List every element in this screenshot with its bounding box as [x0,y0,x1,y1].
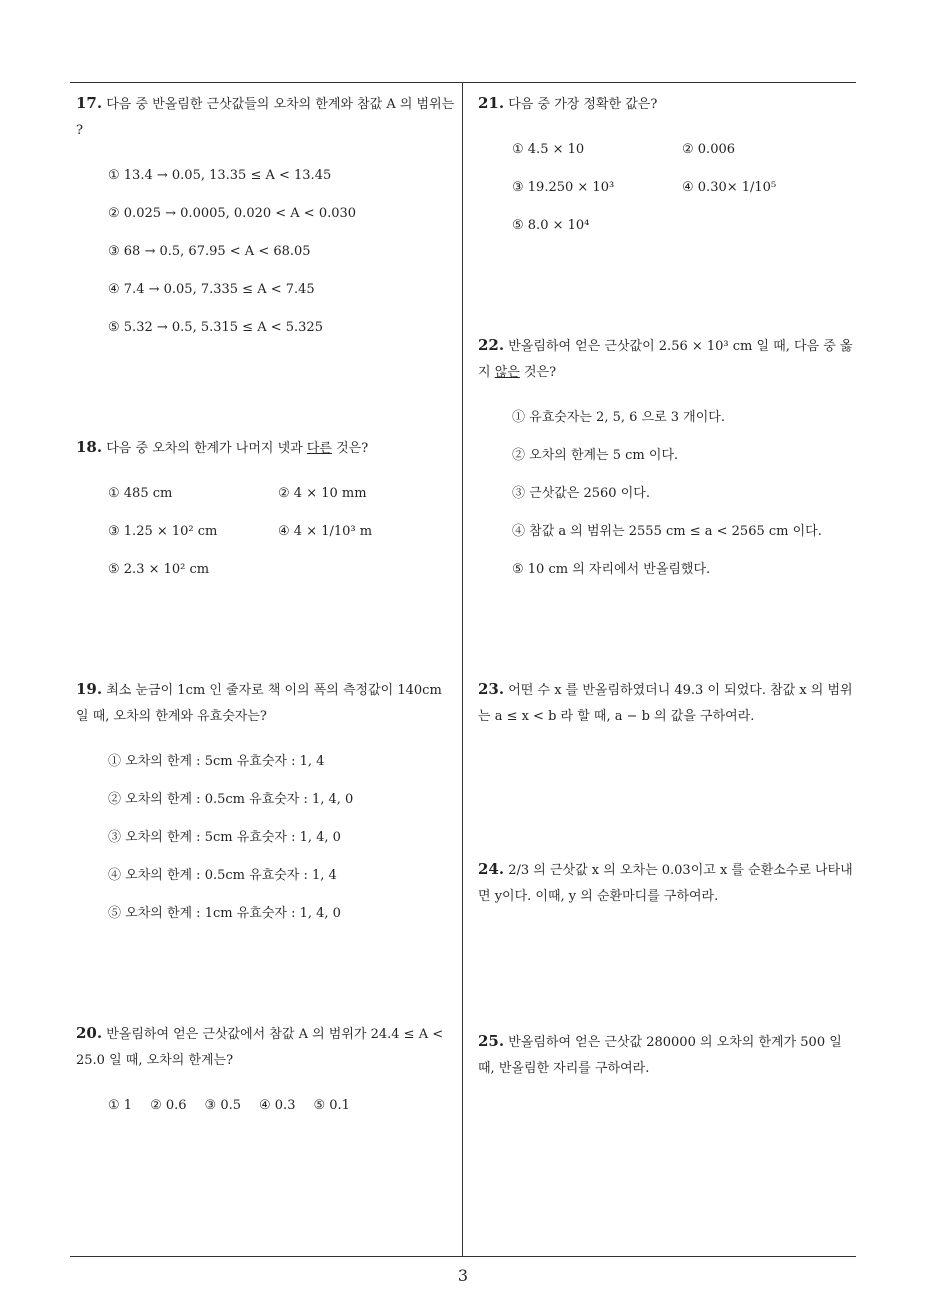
page-number: 3 [457,1266,469,1285]
option-4[interactable]: ④ 0.30× 1/10⁵ [682,180,777,195]
option-2[interactable]: ② 0.025 → 0.0005, 0.020 < A < 0.030 [108,206,357,221]
option-3[interactable]: ③ 19.250 × 10³ [512,180,615,195]
option-1[interactable]: ① 유효숫자는 2, 5, 6 으로 3 개이다. [512,410,725,425]
option-5[interactable]: ⑤ 5.32 → 0.5, 5.315 ≤ A < 5.325 [108,320,323,335]
option-5[interactable]: ⑤ 8.0 × 10⁴ [512,218,590,233]
option-2[interactable]: ② 4 × 10 mm [278,486,367,501]
option-3[interactable]: ③ 1.25 × 10² cm [108,524,218,539]
option-4[interactable]: ④ 7.4 → 0.05, 7.335 ≤ A < 7.45 [108,282,315,297]
option-1[interactable]: ① 4.5 × 10 [512,142,585,157]
option-5[interactable]: ⑤ 2.3 × 10² cm [108,562,210,577]
option-5[interactable]: ⑤ 10 cm 의 자리에서 반올림했다. [512,562,711,577]
question-stem-pre: 다음 중 오차의 한계가 나머지 넷과 [106,441,307,456]
option-5[interactable]: ⑤ 0.1 [313,1098,350,1113]
question-18 [76,434,458,598]
question-stem: 다음 중 반올림한 근삿값들의 오차의 한계와 참값 A 의 범위는 ? [76,97,455,138]
option-2[interactable]: ② 오차의 한계는 5 cm 이다. [512,448,679,463]
option-1[interactable]: ① 485 cm [108,486,173,501]
question-22 [478,332,858,598]
option-4[interactable]: ④ 오차의 한계 : 0.5cm 유효숫자 : 1, 4 [108,868,337,883]
option-1[interactable]: ① 13.4 → 0.05, 13.35 ≤ A < 13.45 [108,168,332,183]
question-24 [478,856,858,910]
option-4[interactable]: ④ 0.3 [259,1098,296,1113]
question-21 [478,90,858,254]
question-stem: 반올림하여 얻은 근삿값 280000 의 오차의 한계가 500 일 때, 반올림한 자리를 구하여라. [478,1035,842,1076]
question-20 [76,1020,458,1134]
question-stem-underlined: 않은 [494,365,520,380]
question-stem: 다음 중 가장 정확한 값은? [508,97,658,112]
question-number: 25. [478,1032,505,1050]
option-1[interactable]: ① 1 [108,1098,133,1113]
option-2[interactable]: ② 오차의 한계 : 0.5cm 유효숫자 : 1, 4, 0 [108,792,354,807]
question-number: 20. [76,1024,103,1042]
question-number: 18. [76,438,103,456]
option-2[interactable]: ② 0.006 [682,142,736,157]
question-19 [76,676,458,942]
option-3[interactable]: ③ 근삿값은 2560 이다. [512,486,650,501]
option-3[interactable]: ③ 오차의 한계 : 5cm 유효숫자 : 1, 4, 0 [108,830,341,845]
bottom-rule [70,1256,856,1257]
question-23 [478,676,858,730]
option-1[interactable]: ① 오차의 한계 : 5cm 유효숫자 : 1, 4 [108,754,325,769]
question-number: 23. [478,680,505,698]
question-17 [76,90,458,356]
option-3[interactable]: ③ 68 → 0.5, 67.95 < A < 68.05 [108,244,311,259]
option-4[interactable]: ④ 참값 a 의 범위는 2555 cm ≤ a < 2565 cm 이다. [512,524,822,539]
question-number: 19. [76,680,103,698]
question-stem: 2/3 의 근삿값 x 의 오차는 0.03이고 x 를 순환소수로 나타내면 y이다. 이때, y 의 순환마디를 구하여라. [478,863,853,904]
question-stem-pre: 반올림하여 얻은 근삿값이 2.56 × 10³ cm 일 때, 다음 중 옳지 [478,339,853,380]
question-stem: 어떤 수 x 를 반올림하였더니 49.3 이 되었다. 참값 x 의 범위는 a ≤ x < b 라 할 때, a − b 의 값을 구하여라. [478,683,853,724]
question-number: 21. [478,94,505,112]
option-4[interactable]: ④ 4 × 1/10³ m [278,524,373,539]
question-stem-post: 것은? [331,441,369,456]
column-divider [462,82,463,1256]
option-3[interactable]: ③ 0.5 [204,1098,241,1113]
question-number: 24. [478,860,505,878]
option-5[interactable]: ⑤ 오차의 한계 : 1cm 유효숫자 : 1, 4, 0 [108,906,341,921]
question-stem: 반올림하여 얻은 근삿값에서 참값 A 의 범위가 24.4 ≤ A < 25.0 일 때, 오차의 한계는? [76,1027,444,1068]
top-rule [70,82,856,83]
question-25 [478,1028,858,1082]
question-number: 17. [76,94,103,112]
option-2[interactable]: ② 0.6 [150,1098,187,1113]
question-stem-post: 것은? [519,365,557,380]
question-number: 22. [478,336,505,354]
question-stem-underlined: 다른 [306,441,332,456]
question-stem: 최소 눈금이 1cm 인 줄자로 책 이의 폭의 측정값이 140cm 일 때, 오차의 한계와 유효숫자는? [76,683,442,724]
